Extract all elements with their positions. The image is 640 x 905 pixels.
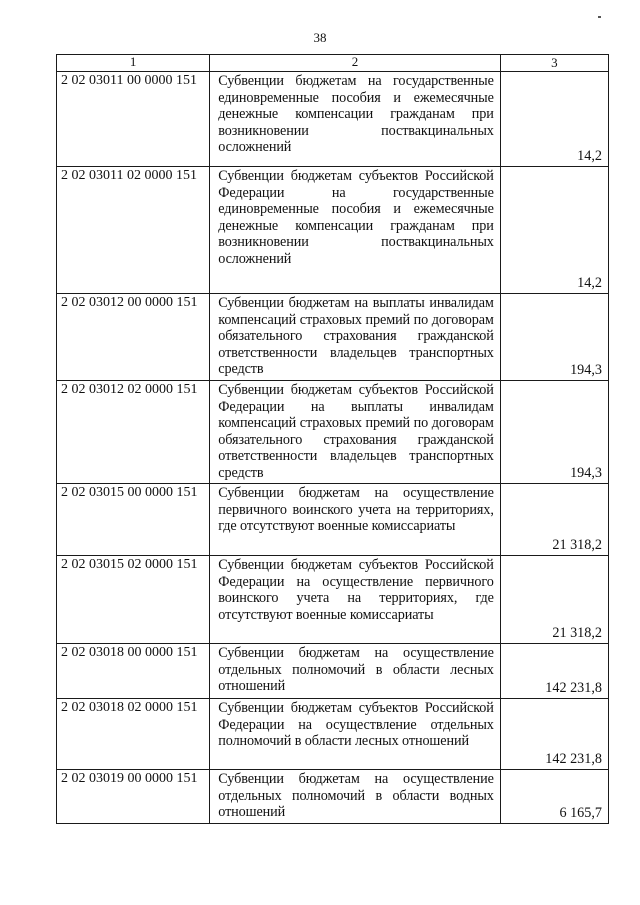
budget-code: 2 02 03012 02 0000 151 [57, 381, 210, 484]
row-amount: 194,3 [500, 381, 608, 484]
row-description: Субвенции бюджетам на осуществление первичного воинского учета на территориях, где отсутствуют военные комиссариаты [210, 484, 501, 556]
budget-code: 2 02 03015 02 0000 151 [57, 556, 210, 644]
row-amount: 14,2 [500, 72, 608, 167]
table-row [57, 484, 609, 556]
table-row [57, 699, 609, 770]
row-description: Субвенции бюджетам субъектов Российской Федерации на выплаты инвалидам компенсаций страховых премий по договорам обязательного страхования гражданской ответственности владельцев транспортных средств [210, 381, 501, 484]
table-row [57, 167, 609, 294]
budget-table [56, 54, 609, 824]
row-amount: 21 318,2 [500, 484, 608, 556]
row-amount: 21 318,2 [500, 556, 608, 644]
row-amount: 194,3 [500, 294, 608, 381]
row-amount: 14,2 [500, 167, 608, 294]
column-header-3: 3 [500, 55, 608, 72]
budget-code: 2 02 03018 02 0000 151 [57, 699, 210, 770]
scan-mark [598, 16, 601, 18]
row-description: Субвенции бюджетам на осуществление отдельных полномочий в области водных отношений [210, 770, 501, 824]
table-row [57, 556, 609, 644]
table-row [57, 770, 609, 824]
budget-code: 2 02 03015 00 0000 151 [57, 484, 210, 556]
table-row [57, 294, 609, 381]
table-row [57, 381, 609, 484]
table-row [57, 72, 609, 167]
row-amount: 142 231,8 [500, 644, 608, 699]
column-header-1: 1 [57, 55, 210, 72]
row-description: Субвенции бюджетам субъектов Российской Федерации на осуществление первичного воинского учета на территориях, где отсутствуют военные комиссариаты [210, 556, 501, 644]
column-header-2: 2 [210, 55, 501, 72]
budget-code: 2 02 03011 00 0000 151 [57, 72, 210, 167]
budget-code: 2 02 03018 00 0000 151 [57, 644, 210, 699]
row-description: Субвенции бюджетам на государственные единовременные пособия и ежемесячные денежные компенсации гражданам при возникновении поствакцинальных осложнений [210, 72, 501, 167]
row-description: Субвенции бюджетам на выплаты инвалидам компенсаций страховых премий по договорам обязательного страхования гражданской ответственности владельцев транспортных средств [210, 294, 501, 381]
page-number: 38 [313, 30, 327, 45]
budget-code: 2 02 03012 00 0000 151 [57, 294, 210, 381]
row-amount: 6 165,7 [500, 770, 608, 824]
row-amount: 142 231,8 [500, 699, 608, 770]
table-header-row [57, 55, 609, 72]
budget-code: 2 02 03019 00 0000 151 [57, 770, 210, 824]
table-row [57, 644, 609, 699]
row-description: Субвенции бюджетам субъектов Российской Федерации на государственные единовременные пособия и ежемесячные денежные компенсации гражданам при возникновении поствакцинальных осложнений [210, 167, 501, 294]
row-description: Субвенции бюджетам на осуществление отдельных полномочий в области лесных отношений [210, 644, 501, 699]
row-description: Субвенции бюджетам субъектов Российской Федерации на осуществление отдельных полномочий в области лесных отношений [210, 699, 501, 770]
budget-code: 2 02 03011 02 0000 151 [57, 167, 210, 294]
